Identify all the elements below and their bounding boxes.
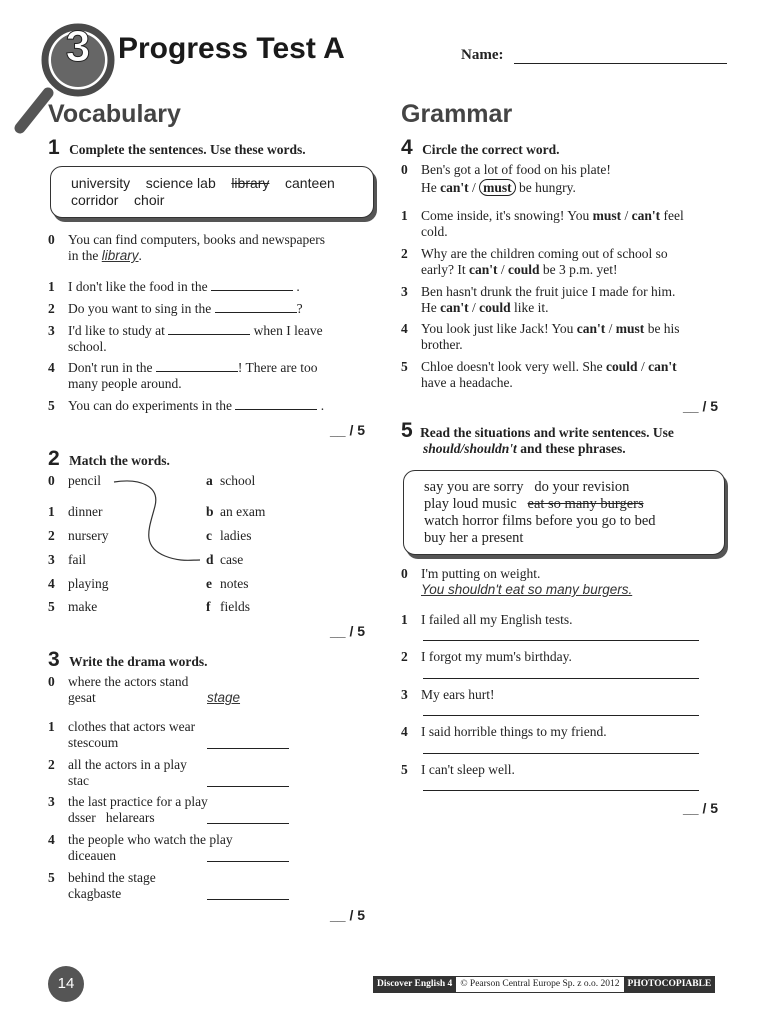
ex2-instruction: Match the words. bbox=[69, 453, 170, 468]
ex3-item-1: 1 clothes that actors wear stescoum bbox=[48, 719, 196, 750]
answer-blank[interactable] bbox=[235, 398, 317, 410]
ex2-header: 2 Match the words. bbox=[48, 447, 170, 470]
answer-line[interactable] bbox=[207, 748, 289, 749]
match-left-1[interactable]: 1 dinner bbox=[48, 504, 103, 519]
match-right-f[interactable]: f fields bbox=[206, 599, 250, 614]
match-left-2[interactable]: 2 nursery bbox=[48, 528, 109, 543]
answer-line[interactable] bbox=[207, 786, 289, 787]
word-box-line2 bbox=[71, 192, 164, 208]
ex4-header: 4 Circle the correct word. bbox=[401, 136, 560, 159]
ex4-item-3: 3 Ben hasn't drunk the fruit juice I made for him. He can't / could like it. bbox=[401, 284, 676, 315]
answer-blank[interactable] bbox=[156, 360, 238, 372]
word-library-struck: library bbox=[231, 175, 270, 191]
ex1-example: 0 You can find computers, books and newspapers in the library. bbox=[48, 232, 325, 263]
ex1-instruction: Complete the sentences. Use these words. bbox=[69, 142, 306, 157]
ex5-example-answer: You shouldn't eat so many burgers. bbox=[421, 582, 633, 597]
word-choir: choir bbox=[134, 192, 165, 208]
ex5-phrase-box bbox=[403, 470, 725, 555]
phrase-horror-films: watch horror films before you go to bed bbox=[424, 513, 656, 529]
phrase-say-sorry: say you are sorry bbox=[424, 479, 524, 495]
ex5-item-2: 2 I forgot my mum's birthday. bbox=[401, 649, 572, 664]
ex1-example-text: You can find computers, books and newspapers bbox=[68, 232, 325, 247]
option-could[interactable]: could bbox=[606, 359, 638, 374]
word-corridor: corridor bbox=[71, 192, 119, 208]
name-field[interactable] bbox=[514, 63, 727, 64]
option-cant[interactable]: can't bbox=[440, 180, 469, 195]
option-must[interactable]: must bbox=[615, 321, 645, 336]
ex2-score: __ / 5 bbox=[330, 623, 366, 639]
phrase-burgers-struck: eat so many burgers bbox=[527, 496, 644, 512]
ex3-item-5: 5 behind the stage ckagbaste bbox=[48, 870, 156, 901]
match-right-c[interactable]: c ladies bbox=[206, 528, 252, 543]
match-right-d: d case bbox=[206, 552, 244, 567]
word-box-line1 bbox=[71, 175, 335, 191]
ex1-item-5: 5 You can do experiments in the . bbox=[48, 398, 325, 413]
ex5-score: __ / 5 bbox=[683, 800, 719, 816]
example-match-line bbox=[110, 476, 210, 568]
phrase-loud-music: play loud music bbox=[424, 496, 517, 512]
ex4-score: __ / 5 bbox=[683, 398, 719, 414]
ex5-instruction: Read the situations and write sentences. Use bbox=[420, 425, 674, 440]
word-university: university bbox=[71, 175, 131, 191]
ex4-item-0: 0 Ben's got a lot of food on his plate! He can't / must be hungry. bbox=[401, 162, 611, 195]
ex3-item-0: 0 where the actors stand gesat bbox=[48, 674, 189, 705]
vocabulary-heading: Vocabulary bbox=[48, 100, 181, 128]
footer-photocopiable: PHOTOCOPIABLE bbox=[624, 976, 716, 993]
answer-line[interactable] bbox=[423, 790, 699, 791]
ex5-header: 5 Read the situations and write sentences. Use should/shouldn't and these phrases. bbox=[401, 419, 674, 456]
answer-line[interactable] bbox=[423, 640, 699, 641]
ex3-item-2: 2 all the actors in a play stac bbox=[48, 757, 187, 788]
ex5-item-1: 1 I failed all my English tests. bbox=[401, 612, 573, 627]
ex3-item-3: 3 the last practice for a play dsser helarears bbox=[48, 794, 208, 825]
name-label: Name: bbox=[461, 47, 504, 63]
answer-blank[interactable] bbox=[168, 323, 250, 335]
answer-line[interactable] bbox=[207, 899, 289, 900]
ex4-item-1: 1 Come inside, it's snowing! You must / can't feel cold. bbox=[401, 208, 684, 239]
ex4-instruction: Circle the correct word. bbox=[422, 142, 560, 157]
unit-number: 3 bbox=[65, 22, 91, 71]
answer-blank[interactable] bbox=[215, 301, 297, 313]
word-science-lab: science lab bbox=[145, 175, 216, 191]
phrase-list bbox=[424, 479, 656, 547]
answer-line[interactable] bbox=[423, 678, 699, 679]
option-must-circled[interactable]: must bbox=[479, 179, 516, 196]
ex1-item-1: 1 I don't like the food in the . bbox=[48, 279, 300, 294]
option-could[interactable]: could bbox=[479, 300, 511, 315]
answer-line[interactable] bbox=[423, 753, 699, 754]
page-number: 14 bbox=[48, 966, 84, 1002]
ex1-item-3: 3 I'd like to study at when I leave school. bbox=[48, 323, 323, 354]
ex5-example: 0 I'm putting on weight. You shouldn't eat so many burgers. bbox=[401, 566, 633, 597]
ex5-item-5: 5 I can't sleep well. bbox=[401, 762, 515, 777]
option-cant[interactable]: can't bbox=[468, 262, 498, 277]
ex3-item-4: 4 the people who watch the play diceauen bbox=[48, 832, 233, 863]
ex3-score: __ / 5 bbox=[330, 907, 366, 923]
ex1-item-2: 2 Do you want to sing in the ? bbox=[48, 301, 303, 316]
option-cant[interactable]: can't bbox=[631, 208, 661, 223]
ex1-item-4: 4 Don't run in the ! There are too many people around. bbox=[48, 360, 318, 391]
ex4-item-4: 4 You look just like Jack! You can't / must be his brother. bbox=[401, 321, 680, 352]
match-left-4[interactable]: 4 playing bbox=[48, 576, 109, 591]
ex3-instruction: Write the drama words. bbox=[69, 654, 208, 669]
match-left-3[interactable]: 3 fail bbox=[48, 552, 86, 567]
ex1-header bbox=[48, 136, 306, 160]
option-cant[interactable]: can't bbox=[648, 359, 677, 374]
page-title: Progress Test A bbox=[118, 32, 345, 65]
match-right-e[interactable]: e notes bbox=[206, 576, 249, 591]
match-right-a[interactable]: a school bbox=[206, 473, 256, 488]
ex3-header: 3 Write the drama words. bbox=[48, 648, 208, 671]
ex4-item-2: 2 Why are the children coming out of school so early? It can't / could be 3 p.m. yet! bbox=[401, 246, 668, 277]
answer-blank[interactable] bbox=[211, 279, 293, 291]
ex1-example-answer: library bbox=[101, 248, 139, 263]
footer-book: Discover English 4 bbox=[373, 976, 456, 993]
phrase-present: buy her a present bbox=[424, 530, 524, 546]
ex3-example-answer: stage bbox=[207, 690, 241, 705]
ex5-item-3: 3 My ears hurt! bbox=[401, 687, 495, 702]
ex4-item-5: 5 Chloe doesn't look very well. She could / can't have a headache. bbox=[401, 359, 677, 390]
ex1-word-box bbox=[50, 166, 374, 218]
grammar-heading: Grammar bbox=[401, 100, 513, 128]
footer-bar bbox=[373, 976, 715, 993]
word-canteen: canteen bbox=[285, 175, 335, 191]
ex1-number: 1 bbox=[48, 136, 60, 159]
option-could[interactable]: could bbox=[507, 262, 540, 277]
ex5-item-4: 4 I said horrible things to my friend. bbox=[401, 724, 607, 739]
answer-line[interactable] bbox=[207, 861, 289, 862]
answer-line[interactable] bbox=[423, 715, 699, 716]
answer-line[interactable] bbox=[207, 823, 289, 824]
match-left-0: 0 pencil bbox=[48, 473, 101, 488]
ex1-score: __ / 5 bbox=[330, 422, 366, 438]
match-left-5[interactable]: 5 make bbox=[48, 599, 98, 614]
footer-copyright: © Pearson Central Europe Sp. z o.o. 2012 bbox=[456, 976, 623, 993]
option-cant[interactable]: can't bbox=[440, 300, 469, 315]
phrase-revision: do your revision bbox=[534, 479, 630, 495]
match-right-b[interactable]: b an exam bbox=[206, 504, 266, 519]
option-cant[interactable]: can't bbox=[576, 321, 606, 336]
option-must[interactable]: must bbox=[592, 208, 622, 223]
